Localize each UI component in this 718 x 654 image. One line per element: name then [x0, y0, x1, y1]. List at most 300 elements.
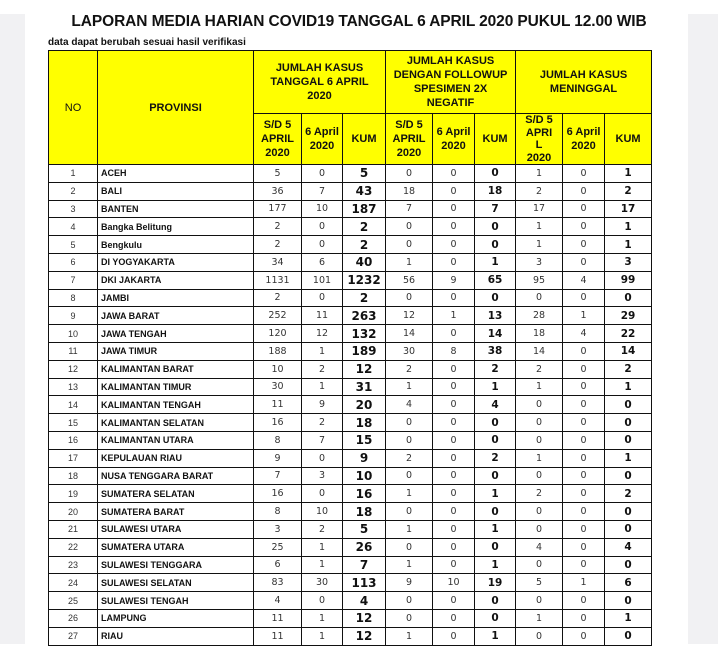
cell-sembuh-6april: 0: [433, 592, 475, 610]
cell-sembuh-kum: 0: [475, 414, 516, 432]
cell-sembuh-kum: 1: [475, 253, 516, 271]
row-provinsi: SUMATERA SELATAN: [98, 485, 254, 503]
row-no: 4: [49, 218, 98, 236]
cell-sembuh-kum: 13: [475, 307, 516, 325]
header-followup-kum: KUM: [475, 114, 516, 165]
header-meninggal-kum: KUM: [605, 114, 652, 165]
cell-kasus-6april: 2: [302, 360, 343, 378]
cell-kasus-kum: 132: [343, 325, 386, 343]
table-row: [49, 342, 652, 360]
cell-sembuh-kum: 2: [475, 360, 516, 378]
cell-meninggal-6april: 0: [563, 538, 605, 556]
header-meninggal-sd5: S/D 5 APRI L 2020: [516, 114, 563, 165]
cell-kasus-kum: 263: [343, 307, 386, 325]
row-provinsi: KALIMANTAN BARAT: [98, 360, 254, 378]
header-kasus-kum: KUM: [343, 114, 386, 165]
cell-kasus-sd5: 25: [254, 538, 302, 556]
right-margin-strip: [688, 14, 718, 644]
cell-kasus-kum: 113: [343, 574, 386, 592]
cell-sembuh-kum: 7: [475, 200, 516, 218]
table-row: [49, 325, 652, 343]
cell-meninggal-sd5: 3: [516, 253, 563, 271]
cell-sembuh-sd5: 1: [386, 556, 433, 574]
cell-sembuh-kum: 4: [475, 396, 516, 414]
row-no: 21: [49, 520, 98, 538]
row-no: 14: [49, 396, 98, 414]
table-row: [49, 449, 652, 467]
cell-meninggal-6april: 0: [563, 627, 605, 645]
row-provinsi: DKI JAKARTA: [98, 271, 254, 289]
cell-sembuh-6april: 9: [433, 271, 475, 289]
cell-sembuh-sd5: 1: [386, 520, 433, 538]
cell-sembuh-sd5: 1: [386, 253, 433, 271]
cell-sembuh-kum: 0: [475, 503, 516, 521]
cell-sembuh-sd5: 1: [386, 485, 433, 503]
header-group-meninggal: JUMLAH KASUS MENINGGAL: [516, 51, 652, 114]
row-provinsi: ACEH: [98, 165, 254, 183]
row-no: 1: [49, 165, 98, 183]
cell-meninggal-kum: 1: [605, 449, 652, 467]
cell-kasus-sd5: 11: [254, 609, 302, 627]
row-no: 17: [49, 449, 98, 467]
cell-sembuh-6april: 0: [433, 627, 475, 645]
cell-kasus-6april: 0: [302, 218, 343, 236]
cell-sembuh-sd5: 0: [386, 165, 433, 183]
cell-sembuh-6april: 0: [433, 289, 475, 307]
cell-kasus-sd5: 8: [254, 503, 302, 521]
cell-sembuh-kum: 1: [475, 520, 516, 538]
row-no: 6: [49, 253, 98, 271]
cell-meninggal-sd5: 0: [516, 556, 563, 574]
header-provinsi: PROVINSI: [98, 51, 254, 165]
cell-kasus-6april: 10: [302, 200, 343, 218]
row-provinsi: DI YOGYAKARTA: [98, 253, 254, 271]
cell-sembuh-6april: 0: [433, 236, 475, 254]
cell-kasus-kum: 15: [343, 431, 386, 449]
table-row: [49, 271, 652, 289]
cell-sembuh-6april: 8: [433, 342, 475, 360]
cell-meninggal-sd5: 2: [516, 182, 563, 200]
header-kasus-sd5: S/D 5 APRIL 2020: [254, 114, 302, 165]
report-table-body: [49, 165, 652, 646]
cell-meninggal-6april: 4: [563, 271, 605, 289]
cell-kasus-kum: 12: [343, 360, 386, 378]
cell-kasus-sd5: 120: [254, 325, 302, 343]
cell-sembuh-kum: 0: [475, 609, 516, 627]
cell-sembuh-kum: 0: [475, 165, 516, 183]
cell-meninggal-kum: 99: [605, 271, 652, 289]
cell-sembuh-kum: 2: [475, 449, 516, 467]
cell-sembuh-sd5: 0: [386, 414, 433, 432]
row-no: 20: [49, 503, 98, 521]
row-no: 23: [49, 556, 98, 574]
cell-meninggal-kum: 0: [605, 414, 652, 432]
row-provinsi: BALI: [98, 182, 254, 200]
row-provinsi: SULAWESI TENGGARA: [98, 556, 254, 574]
cell-meninggal-6april: 0: [563, 236, 605, 254]
cell-kasus-kum: 26: [343, 538, 386, 556]
cell-sembuh-6april: 0: [433, 503, 475, 521]
cell-kasus-kum: 4: [343, 592, 386, 610]
cell-kasus-sd5: 252: [254, 307, 302, 325]
row-provinsi: JAWA BARAT: [98, 307, 254, 325]
cell-meninggal-6april: 0: [563, 592, 605, 610]
cell-meninggal-kum: 2: [605, 360, 652, 378]
cell-sembuh-sd5: 0: [386, 289, 433, 307]
cell-kasus-sd5: 10: [254, 360, 302, 378]
cell-kasus-6april: 1: [302, 538, 343, 556]
cell-meninggal-6april: 0: [563, 360, 605, 378]
cell-sembuh-kum: 0: [475, 467, 516, 485]
cell-sembuh-sd5: 1: [386, 627, 433, 645]
row-no: 7: [49, 271, 98, 289]
cell-sembuh-kum: 0: [475, 289, 516, 307]
cell-meninggal-6april: 0: [563, 467, 605, 485]
cell-kasus-kum: 187: [343, 200, 386, 218]
table-row: [49, 165, 652, 183]
cell-kasus-kum: 5: [343, 520, 386, 538]
cell-kasus-sd5: 9: [254, 449, 302, 467]
cell-meninggal-sd5: 0: [516, 520, 563, 538]
row-provinsi: SULAWESI UTARA: [98, 520, 254, 538]
table-row: [49, 378, 652, 396]
cell-meninggal-6april: 0: [563, 431, 605, 449]
cell-sembuh-sd5: 14: [386, 325, 433, 343]
cell-sembuh-sd5: 9: [386, 574, 433, 592]
header-kasus-6april: 6 April 2020: [302, 114, 343, 165]
cell-kasus-sd5: 4: [254, 592, 302, 610]
cell-meninggal-kum: 0: [605, 467, 652, 485]
cell-kasus-6april: 0: [302, 289, 343, 307]
cell-meninggal-kum: 14: [605, 342, 652, 360]
cell-sembuh-6april: 0: [433, 182, 475, 200]
row-no: 9: [49, 307, 98, 325]
cell-meninggal-6april: 0: [563, 414, 605, 432]
cell-sembuh-6april: 0: [433, 360, 475, 378]
cell-kasus-6april: 1: [302, 378, 343, 396]
table-row: [49, 627, 652, 645]
row-no: 13: [49, 378, 98, 396]
cell-kasus-sd5: 5: [254, 165, 302, 183]
cell-meninggal-kum: 2: [605, 182, 652, 200]
cell-sembuh-sd5: 0: [386, 503, 433, 521]
row-provinsi: SULAWESI SELATAN: [98, 574, 254, 592]
cell-sembuh-sd5: 1: [386, 378, 433, 396]
cell-sembuh-sd5: 12: [386, 307, 433, 325]
cell-kasus-kum: 7: [343, 556, 386, 574]
cell-sembuh-kum: 0: [475, 431, 516, 449]
cell-kasus-sd5: 1131: [254, 271, 302, 289]
cell-sembuh-kum: 38: [475, 342, 516, 360]
cell-meninggal-sd5: 17: [516, 200, 563, 218]
cell-kasus-sd5: 188: [254, 342, 302, 360]
table-row: [49, 200, 652, 218]
row-provinsi: JAMBI: [98, 289, 254, 307]
cell-meninggal-sd5: 28: [516, 307, 563, 325]
header-meninggal-6april: 6 April 2020: [563, 114, 605, 165]
cell-sembuh-sd5: 7: [386, 200, 433, 218]
cell-sembuh-kum: 0: [475, 592, 516, 610]
cell-meninggal-6april: 0: [563, 556, 605, 574]
cell-sembuh-sd5: 2: [386, 449, 433, 467]
cell-sembuh-sd5: 2: [386, 360, 433, 378]
table-row: [49, 182, 652, 200]
cell-meninggal-kum: 0: [605, 503, 652, 521]
cell-meninggal-6april: 0: [563, 609, 605, 627]
cell-meninggal-kum: 1: [605, 378, 652, 396]
cell-kasus-6april: 3: [302, 467, 343, 485]
cell-kasus-kum: 40: [343, 253, 386, 271]
table-row: [49, 574, 652, 592]
cell-kasus-6april: 2: [302, 414, 343, 432]
table-row: [49, 609, 652, 627]
cell-sembuh-kum: 18: [475, 182, 516, 200]
cell-sembuh-sd5: 56: [386, 271, 433, 289]
cell-kasus-kum: 18: [343, 414, 386, 432]
cell-sembuh-6april: 0: [433, 485, 475, 503]
row-provinsi: NUSA TENGGARA BARAT: [98, 467, 254, 485]
header-followup-6april: 6 April 2020: [433, 114, 475, 165]
cell-kasus-sd5: 3: [254, 520, 302, 538]
cell-kasus-kum: 43: [343, 182, 386, 200]
cell-meninggal-kum: 22: [605, 325, 652, 343]
cell-sembuh-6april: 0: [433, 165, 475, 183]
cell-sembuh-kum: 14: [475, 325, 516, 343]
cell-meninggal-kum: 0: [605, 520, 652, 538]
cell-meninggal-sd5: 1: [516, 609, 563, 627]
cell-meninggal-sd5: 2: [516, 485, 563, 503]
cell-kasus-sd5: 11: [254, 627, 302, 645]
cell-sembuh-6april: 0: [433, 253, 475, 271]
row-no: 27: [49, 627, 98, 645]
header-group-kasus: JUMLAH KASUS TANGGAL 6 APRIL 2020: [254, 51, 386, 114]
row-no: 16: [49, 431, 98, 449]
cell-meninggal-sd5: 0: [516, 467, 563, 485]
cell-meninggal-sd5: 0: [516, 431, 563, 449]
cell-sembuh-sd5: 0: [386, 467, 433, 485]
cell-meninggal-6april: 0: [563, 378, 605, 396]
cell-meninggal-kum: 1: [605, 609, 652, 627]
cell-meninggal-sd5: 1: [516, 165, 563, 183]
row-no: 8: [49, 289, 98, 307]
row-no: 3: [49, 200, 98, 218]
cell-meninggal-kum: 0: [605, 592, 652, 610]
cell-kasus-kum: 5: [343, 165, 386, 183]
row-no: 22: [49, 538, 98, 556]
cell-meninggal-kum: 1: [605, 218, 652, 236]
cell-kasus-6april: 12: [302, 325, 343, 343]
table-row: [49, 360, 652, 378]
cell-meninggal-kum: 1: [605, 236, 652, 254]
table-row: [49, 236, 652, 254]
row-provinsi: SULAWESI TENGAH: [98, 592, 254, 610]
table-row: [49, 592, 652, 610]
cell-kasus-sd5: 11: [254, 396, 302, 414]
row-provinsi: Bengkulu: [98, 236, 254, 254]
table-row: [49, 520, 652, 538]
cell-meninggal-sd5: 0: [516, 503, 563, 521]
cell-kasus-kum: 2: [343, 218, 386, 236]
cell-sembuh-kum: 65: [475, 271, 516, 289]
cell-meninggal-kum: 2: [605, 485, 652, 503]
cell-sembuh-6april: 0: [433, 449, 475, 467]
row-no: 2: [49, 182, 98, 200]
cell-kasus-6april: 0: [302, 165, 343, 183]
cell-sembuh-kum: 1: [475, 556, 516, 574]
table-row: [49, 307, 652, 325]
row-no: 24: [49, 574, 98, 592]
cell-kasus-6april: 1: [302, 342, 343, 360]
cell-kasus-6april: 1: [302, 609, 343, 627]
cell-kasus-kum: 18: [343, 503, 386, 521]
cell-sembuh-6april: 0: [433, 467, 475, 485]
cell-kasus-kum: 2: [343, 289, 386, 307]
cell-sembuh-sd5: 0: [386, 538, 433, 556]
cell-kasus-6april: 0: [302, 592, 343, 610]
row-provinsi: KEPULAUAN RIAU: [98, 449, 254, 467]
cell-meninggal-kum: 0: [605, 627, 652, 645]
cell-sembuh-6april: 1: [433, 307, 475, 325]
cell-meninggal-6april: 0: [563, 289, 605, 307]
row-provinsi: RIAU: [98, 627, 254, 645]
cell-sembuh-6april: 0: [433, 520, 475, 538]
cell-sembuh-6april: 0: [433, 556, 475, 574]
cell-kasus-sd5: 8: [254, 431, 302, 449]
cell-meninggal-6april: 0: [563, 253, 605, 271]
row-no: 11: [49, 342, 98, 360]
cell-meninggal-sd5: 1: [516, 236, 563, 254]
cell-sembuh-sd5: 0: [386, 609, 433, 627]
cell-kasus-kum: 189: [343, 342, 386, 360]
cell-kasus-6april: 30: [302, 574, 343, 592]
row-no: 26: [49, 609, 98, 627]
cell-kasus-6april: 1: [302, 556, 343, 574]
cell-meninggal-6april: 0: [563, 520, 605, 538]
cell-meninggal-kum: 3: [605, 253, 652, 271]
cell-meninggal-kum: 0: [605, 396, 652, 414]
cell-meninggal-sd5: 14: [516, 342, 563, 360]
table-row: [49, 289, 652, 307]
cell-kasus-kum: 2: [343, 236, 386, 254]
cell-kasus-sd5: 30: [254, 378, 302, 396]
cell-meninggal-sd5: 0: [516, 414, 563, 432]
cell-meninggal-sd5: 1: [516, 378, 563, 396]
row-provinsi: JAWA TIMUR: [98, 342, 254, 360]
row-no: 19: [49, 485, 98, 503]
cell-sembuh-sd5: 0: [386, 592, 433, 610]
cell-meninggal-kum: 29: [605, 307, 652, 325]
cell-kasus-kum: 12: [343, 609, 386, 627]
cell-meninggal-6april: 1: [563, 574, 605, 592]
cell-sembuh-kum: 1: [475, 378, 516, 396]
cell-sembuh-sd5: 0: [386, 431, 433, 449]
row-provinsi: KALIMANTAN TENGAH: [98, 396, 254, 414]
report-title: LAPORAN MEDIA HARIAN COVID19 TANGGAL 6 APRIL 2020 PUKUL 12.00 WIB: [71, 13, 647, 30]
cell-meninggal-6april: 0: [563, 218, 605, 236]
table-row: [49, 538, 652, 556]
left-margin-strip: [0, 14, 25, 644]
table-row: [49, 253, 652, 271]
cell-kasus-kum: 10: [343, 467, 386, 485]
cell-sembuh-6april: 0: [433, 200, 475, 218]
cell-meninggal-sd5: 0: [516, 627, 563, 645]
cell-kasus-kum: 16: [343, 485, 386, 503]
row-provinsi: SUMATERA UTARA: [98, 538, 254, 556]
cell-meninggal-kum: 0: [605, 556, 652, 574]
cell-meninggal-sd5: 95: [516, 271, 563, 289]
cell-sembuh-kum: 19: [475, 574, 516, 592]
cell-kasus-6april: 1: [302, 627, 343, 645]
cell-kasus-sd5: 7: [254, 467, 302, 485]
cell-meninggal-kum: 17: [605, 200, 652, 218]
cell-kasus-kum: 9: [343, 449, 386, 467]
cell-kasus-sd5: 2: [254, 289, 302, 307]
cell-sembuh-sd5: 0: [386, 218, 433, 236]
cell-kasus-sd5: 83: [254, 574, 302, 592]
table-row: [49, 218, 652, 236]
cell-kasus-sd5: 6: [254, 556, 302, 574]
cell-kasus-kum: 1232: [343, 271, 386, 289]
cell-sembuh-6april: 0: [433, 325, 475, 343]
row-provinsi: JAWA TENGAH: [98, 325, 254, 343]
cell-kasus-sd5: 16: [254, 414, 302, 432]
cell-kasus-6april: 9: [302, 396, 343, 414]
row-no: 18: [49, 467, 98, 485]
cell-sembuh-6april: 0: [433, 609, 475, 627]
table-row: [49, 431, 652, 449]
cell-kasus-6april: 0: [302, 485, 343, 503]
cell-kasus-sd5: 177: [254, 200, 302, 218]
cell-kasus-sd5: 2: [254, 236, 302, 254]
cell-kasus-6april: 0: [302, 236, 343, 254]
cell-meninggal-6april: 0: [563, 485, 605, 503]
cell-meninggal-kum: 6: [605, 574, 652, 592]
cell-meninggal-kum: 4: [605, 538, 652, 556]
cell-meninggal-sd5: 4: [516, 538, 563, 556]
cell-meninggal-6april: 0: [563, 165, 605, 183]
header-no: NO: [49, 51, 98, 165]
row-no: 25: [49, 592, 98, 610]
cell-sembuh-kum: 1: [475, 627, 516, 645]
cell-sembuh-6april: 0: [433, 538, 475, 556]
header-followup-sd5: S/D 5 APRIL 2020: [386, 114, 433, 165]
cell-sembuh-sd5: 30: [386, 342, 433, 360]
cell-meninggal-sd5: 18: [516, 325, 563, 343]
cell-meninggal-6april: 0: [563, 396, 605, 414]
cell-sembuh-6april: 0: [433, 414, 475, 432]
row-provinsi: KALIMANTAN SELATAN: [98, 414, 254, 432]
cell-meninggal-6april: 0: [563, 200, 605, 218]
cell-kasus-6april: 101: [302, 271, 343, 289]
cell-sembuh-sd5: 4: [386, 396, 433, 414]
cell-meninggal-kum: 0: [605, 289, 652, 307]
cell-kasus-6april: 0: [302, 449, 343, 467]
cell-sembuh-6april: 0: [433, 378, 475, 396]
row-provinsi: KALIMANTAN UTARA: [98, 431, 254, 449]
cell-meninggal-6april: 0: [563, 503, 605, 521]
covid-report-table: [48, 50, 652, 646]
row-provinsi: KALIMANTAN TIMUR: [98, 378, 254, 396]
cell-kasus-kum: 20: [343, 396, 386, 414]
cell-meninggal-6april: 0: [563, 182, 605, 200]
row-provinsi: Bangka Belitung: [98, 218, 254, 236]
cell-kasus-6april: 2: [302, 520, 343, 538]
cell-sembuh-sd5: 0: [386, 236, 433, 254]
cell-kasus-6april: 6: [302, 253, 343, 271]
cell-sembuh-6april: 10: [433, 574, 475, 592]
cell-kasus-sd5: 36: [254, 182, 302, 200]
cell-meninggal-sd5: 2: [516, 360, 563, 378]
